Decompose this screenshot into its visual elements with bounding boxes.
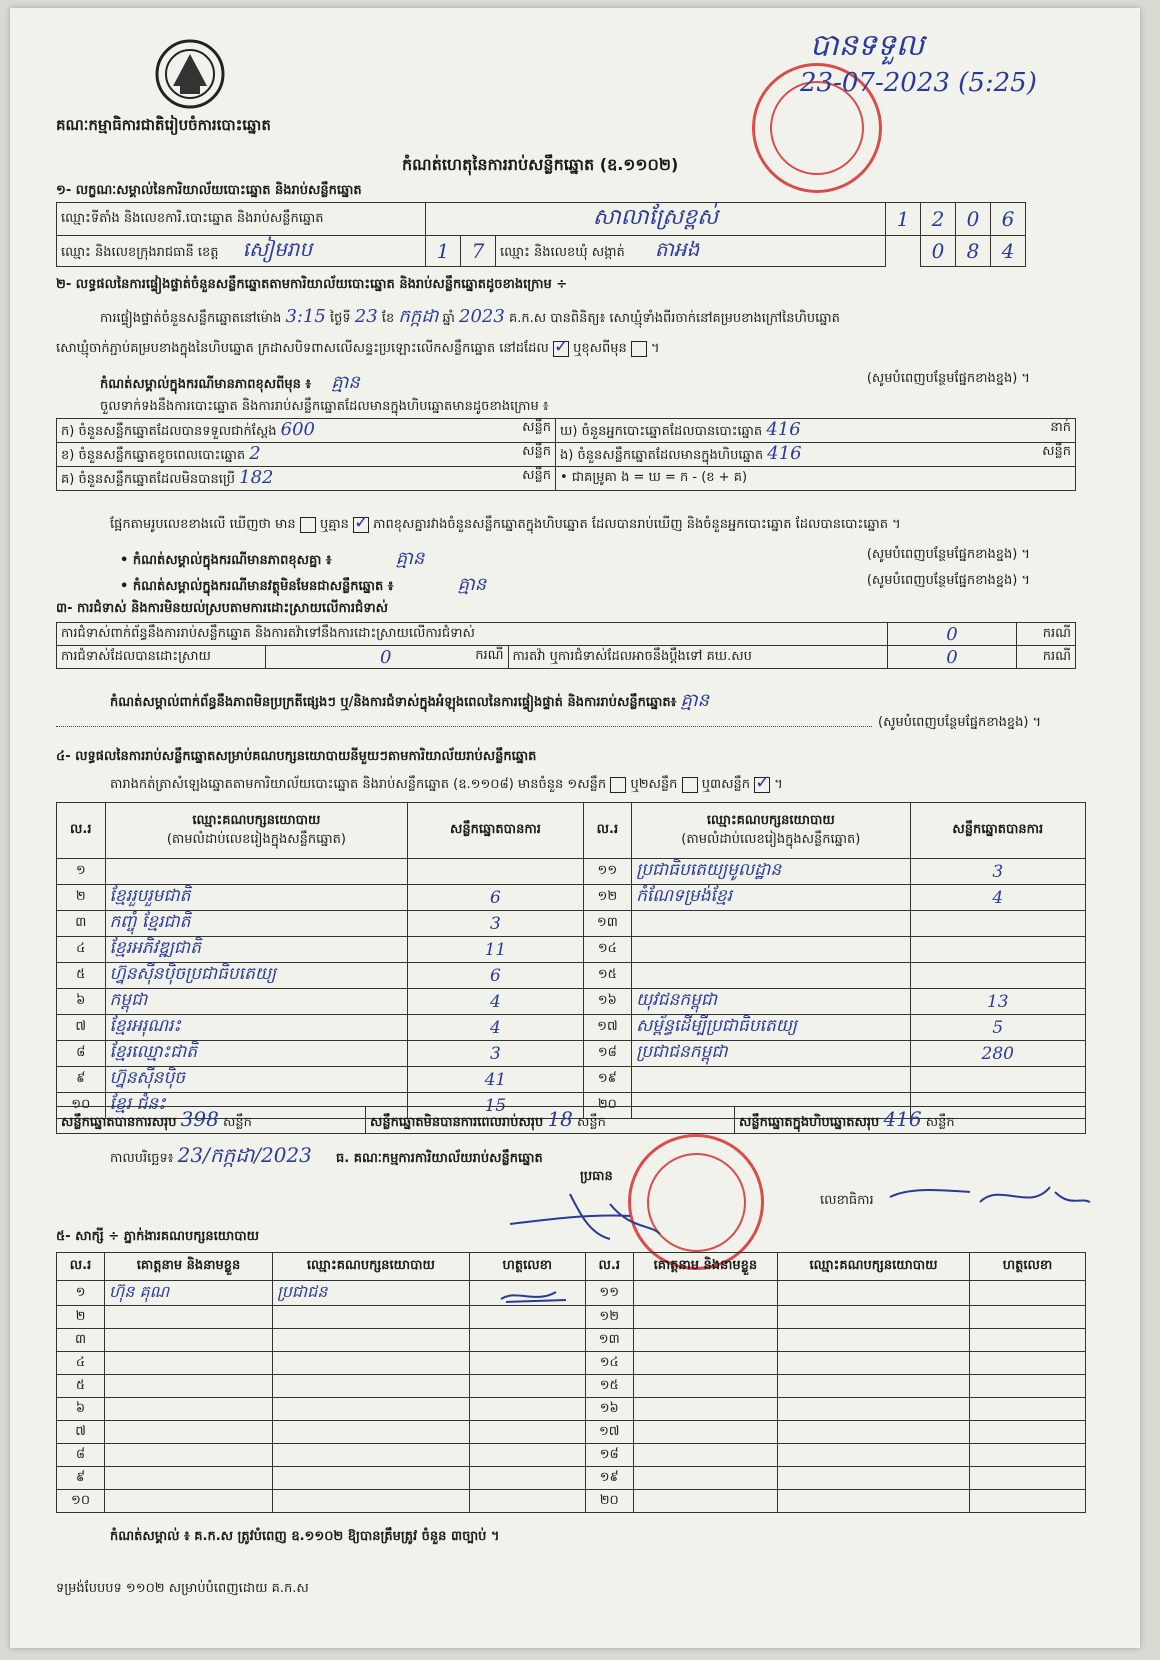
- witness-party: [777, 1398, 969, 1421]
- witness-signature-cell: [469, 1444, 585, 1467]
- row-number: ១៦: [585, 1398, 633, 1421]
- fill-hint: (សូមបំពេញបន្ថែមផ្នែកខាងខ្នង) ។: [878, 715, 1042, 730]
- witness-name: [105, 1490, 273, 1513]
- difference-note: [100, 370, 1030, 397]
- row-number: ១២: [585, 1306, 633, 1329]
- commune-digit: 4: [991, 236, 1026, 267]
- stamp-handwriting: បានទទួល: [810, 28, 925, 63]
- vote-count: 11: [408, 937, 583, 963]
- location-digit: 1: [886, 203, 921, 236]
- party-name: ប្រជាជនកម្ពុជា: [632, 1041, 910, 1067]
- no-difference-checkbox[interactable]: [353, 517, 369, 533]
- row-number: ២: [57, 1306, 105, 1329]
- verification-text: ការផ្ទៀងផ្ទាត់ចំនួនសន្លឹកឆ្នោតនៅម៉ោង: [100, 311, 282, 326]
- president-label: ប្រធាន: [580, 1169, 613, 1184]
- witness-signature-cell: [970, 1352, 1086, 1375]
- results-row: [57, 1041, 1086, 1067]
- changed-label: ឬខុសពីមុន: [573, 341, 627, 356]
- changed-checkbox[interactable]: [631, 341, 647, 357]
- row-number: ១: [57, 1281, 105, 1306]
- row-number: ១៤: [585, 1352, 633, 1375]
- location-digit: 6: [991, 203, 1026, 236]
- row-number: ២០: [585, 1490, 633, 1513]
- witness-signature-cell: [469, 1467, 585, 1490]
- row-number: ២០: [583, 1093, 632, 1119]
- party-name: កញ្ចុំ ខ្មែរជាតិ: [105, 911, 408, 937]
- witness-name: [105, 1398, 273, 1421]
- commune-label: ឈ្មោះ និងលេខឃុំ សង្កាត់: [500, 245, 625, 260]
- objection-count: 0: [888, 623, 1017, 646]
- signing-date: 23/កក្កដា/2023: [177, 1143, 312, 1167]
- form-title: កំណត់ហេតុនៃការរាប់សន្លឹកឆ្នោត (ឧ.១១០២): [402, 155, 679, 174]
- objections-table: ការជំទាស់ពាក់ព័ន្ធនឹងការរាប់សន្លឹកឆ្នោត និងការតវ៉ាទៅនឹងការដោះស្រាយលើការជំទាស់ 0 ករណី ការជំទាស់ដែលបានដោះស្រាយ 0 ករណី ការតវ៉ា ឬការជំទាស់ដែលអាចនឹងប្តឹងទៅ គឃ.សប 0 ករណី: [56, 622, 1076, 669]
- row-number: ៥: [57, 963, 106, 989]
- section5-title: ៥- សាក្សី ÷ ភ្នាក់ងារគណបក្សនយោបាយ: [56, 1229, 259, 1244]
- witness-name: ហ៊ុន គុណ: [105, 1281, 273, 1306]
- row-number: ៧: [57, 1015, 106, 1041]
- witness-row: [57, 1490, 1086, 1513]
- witness-name: [105, 1444, 273, 1467]
- party-name: ខ្មែរ ជំនះ: [105, 1093, 408, 1119]
- total-invalid: 18: [547, 1107, 573, 1131]
- witness-row: [57, 1398, 1086, 1421]
- witness-signature-cell: [469, 1490, 585, 1513]
- results-row: [57, 859, 1086, 885]
- bullet-difference-value: គ្មាន: [395, 548, 425, 569]
- witness-body: [57, 1281, 1086, 1513]
- witness-party: [272, 1306, 469, 1329]
- voters-count: 416: [766, 419, 801, 440]
- row-number: ៣: [57, 911, 106, 937]
- party-name: ប្រជាធិបតេយ្យមូលដ្ឋាន: [632, 859, 910, 885]
- document-page: [10, 8, 1140, 1648]
- time-value: 3:15: [285, 306, 326, 327]
- witness-name: [105, 1352, 273, 1375]
- vote-count: 280: [910, 1041, 1085, 1067]
- unused-ballots: 182: [239, 467, 274, 488]
- witness-signature-cell: [469, 1306, 585, 1329]
- province-value: សៀមរាប: [242, 237, 313, 261]
- results-row: [57, 911, 1086, 937]
- commune-cell: [496, 236, 886, 267]
- witness-party: [272, 1467, 469, 1490]
- emblem-logo: [153, 36, 227, 116]
- vote-count: 4: [408, 1015, 583, 1041]
- witness-row: [57, 1306, 1086, 1329]
- received-date: 23-07-2023 (5:25): [800, 68, 1037, 98]
- counts-row: ខ) ចំនួនសន្លឹកឆ្នោតខូចពេលបោះឆ្នោត 2 សន្លឹក ង) ចំនួនសន្លឹកឆ្នោតដែលមានក្នុងហិបឆ្នោត 416 សន្លឹក: [57, 443, 1076, 467]
- commune-value: តាអង: [654, 237, 700, 261]
- results-row: [57, 989, 1086, 1015]
- row-number: ៨: [57, 1041, 106, 1067]
- form-footer: ទម្រង់បែបបទ ១១០២ សម្រាប់បំពេញដោយ គ.ក.ស: [56, 1581, 309, 1596]
- location-name-label: ឈ្មោះទីតាំង និងលេខការិ.បោះឆ្នោត និងរាប់សន្លឹកឆ្នោត: [57, 203, 426, 236]
- row-number: ១០: [57, 1490, 105, 1513]
- witness-name: [633, 1490, 777, 1513]
- row-number: ១៦: [583, 989, 632, 1015]
- three-sheet-checkbox[interactable]: [754, 777, 770, 793]
- party-name: ខ្មែរអរុណរះ: [105, 1015, 408, 1041]
- witness-name: [105, 1329, 273, 1352]
- fill-hint: (សូមបំពេញបន្ថែមផ្នែកខាងខ្នង) ។: [866, 371, 1030, 386]
- party-name: ហ្វ៊ុនស៊ីនប៉ិច: [105, 1067, 408, 1093]
- row-number: ១៨: [585, 1444, 633, 1467]
- objection-label: ការជំទាស់ពាក់ព័ន្ធនឹងការរាប់សន្លឹកឆ្នោត និងការតវ៉ាទៅនឹងការដោះស្រាយលើការជំទាស់: [57, 623, 888, 646]
- party-name: សម្ព័ន្ធដើម្បីប្រជាធិបតេយ្យ: [632, 1015, 910, 1041]
- row-number: ៦: [57, 989, 106, 1015]
- witness-party: [272, 1352, 469, 1375]
- row-number: ១៩: [583, 1067, 632, 1093]
- row-number: ១៩: [585, 1467, 633, 1490]
- counts-row: គ) ចំនួនសន្លឹកឆ្នោតដែលមិនបានប្រើ 182 សន្លឹក • ជាគម្រូគា ង = ឃ = ក - (ខ + គ): [57, 467, 1076, 491]
- witness-signature-cell: [469, 1421, 585, 1444]
- unchanged-checkbox[interactable]: [553, 341, 569, 357]
- formula: • ជាគម្រូគា ង = ឃ = ក - (ខ + គ): [560, 470, 748, 485]
- row-number: ៩: [57, 1067, 106, 1093]
- vote-count: 13: [910, 989, 1085, 1015]
- witness-row: [57, 1352, 1086, 1375]
- witness-row: [57, 1421, 1086, 1444]
- location-table: [56, 202, 1026, 267]
- vote-count: 3: [910, 859, 1085, 885]
- row-number: ២: [57, 885, 106, 911]
- day-label: ថ្ងៃទី: [330, 311, 351, 326]
- results-row: [57, 937, 1086, 963]
- counts-table: [56, 418, 1076, 491]
- party-name: [105, 859, 408, 885]
- witness-name: [105, 1467, 273, 1490]
- section2-title: ២- លទ្ធផលនៃការផ្ទៀងផ្ទាត់ចំនួនសន្លឹកឆ្នោតតាមការិយាល័យបោះឆ្នោត និងរាប់សន្លឹកឆ្នោតដូចខាងក្រោម ÷: [56, 277, 568, 292]
- secretary-signature: [880, 1172, 1100, 1222]
- witness-party: [777, 1375, 969, 1398]
- witness-table: ល.រ គោត្តនាម និងនាមខ្លួន ឈ្មោះគណបក្សនយោបាយ ហត្ថលេខា ល.រ គោត្តនាម និងនាមខ្លួន ឈ្មោះគណបក្សនយោបាយ ហត្ថលេខា ១ ហ៊ុន គុណ ប្រជាជន ១១ ២ ១២ ៣ ១៣ ៤ ១៤ ៥ ១៥ ៦ ១៦ ៧ ១៧ ៨ ១៨ ៩ ១៩ ១០ ២០: [56, 1252, 1086, 1513]
- row-number: ១១: [585, 1281, 633, 1306]
- row-number: ១៧: [583, 1015, 632, 1041]
- row-number: ១៨: [583, 1041, 632, 1067]
- section1-title: ១- លក្ខណៈសម្គាល់នៃការិយាល័យបោះឆ្នោត និងរាប់សន្លឹកឆ្នោត: [56, 183, 362, 198]
- witness-signature-cell: [970, 1329, 1086, 1352]
- witness-signature-cell: [970, 1421, 1086, 1444]
- witness-signature-cell: [469, 1352, 585, 1375]
- witness-party: [272, 1490, 469, 1513]
- province-digit: 7: [461, 236, 496, 267]
- row-number: ១៧: [585, 1421, 633, 1444]
- section3-title: ៣- ការជំទាស់ និងការមិនយល់ស្របតាមការដោះស្រាយលើការជំទាស់: [56, 601, 388, 616]
- sheet-count-line: តារាងកត់ត្រាសំឡេងឆ្នោតតាមការិយាល័យបោះឆ្នោត និងរាប់សន្លឹកឆ្នោត (ឧ.១១០៨) មានចំនួន ១សន្លឹក ឬ២សន្លឹក ឬ៣សន្លឹក ✓ ។: [110, 776, 783, 795]
- witness-name: [633, 1329, 777, 1352]
- witness-row: [57, 1444, 1086, 1467]
- total-valid: 398: [180, 1107, 219, 1131]
- witness-party: [777, 1444, 969, 1467]
- president-signature: [510, 1184, 710, 1244]
- party-name: [632, 911, 910, 937]
- month-value: កក្កដា: [398, 306, 439, 327]
- vote-count: 3: [408, 1041, 583, 1067]
- compare-line: ផ្អែកតាមរូបលេខខាងលើ ឃើញថា មាន ឬគ្មាន ✓ ភាពខុសគ្នារវាងចំនួនសន្លឹកឆ្នោតក្នុងហិបឆ្នោត ដែលបានរាប់ឃើញ និងចំនួនអ្នកបោះឆ្នោត ដែលបានបោះឆ្នោត ។: [110, 516, 901, 535]
- witness-signature-cell: [469, 1375, 585, 1398]
- witness-party: [777, 1352, 969, 1375]
- results-row: [57, 885, 1086, 911]
- witness-name: [633, 1467, 777, 1490]
- difference-note-value: គ្មាន: [331, 372, 360, 393]
- appeal-count: 0: [888, 646, 1017, 669]
- witness-signature-cell: [970, 1375, 1086, 1398]
- row-number: ១៣: [583, 911, 632, 937]
- results-row: [57, 963, 1086, 989]
- party-name: យុវជនកម្ពុជា: [632, 989, 910, 1015]
- row-number: ១៥: [583, 963, 632, 989]
- vote-count: 6: [408, 963, 583, 989]
- witness-name: [633, 1398, 777, 1421]
- vote-count: [910, 1067, 1085, 1093]
- total-in-box: 416: [883, 1107, 922, 1131]
- appeal-label: ការតវ៉ា ឬការជំទាស់ដែលអាចនឹងប្តឹងទៅ គឃ.សប: [508, 646, 887, 669]
- vote-count: 6: [408, 885, 583, 911]
- witness-party: [777, 1490, 969, 1513]
- verification-line: [100, 304, 1030, 331]
- ballots-in-box: 416: [767, 443, 802, 464]
- secretary-label: លេខាធិការ: [820, 1193, 874, 1208]
- row-number: ១៣: [585, 1329, 633, 1352]
- location-digit: 2: [921, 203, 956, 236]
- witness-name: [633, 1352, 777, 1375]
- counts-row: ក) ចំនួនសន្លឹកឆ្នោតដែលបានទទួលជាក់ស្តែង 600 សន្លឹក ឃ) ចំនួនអ្នកបោះឆ្នោតដែលបានបោះឆ្នោត 416 នាក់: [57, 419, 1076, 443]
- party-name: ខ្មែរឈ្មោះជាតិ: [105, 1041, 408, 1067]
- footer-note: កំណត់សម្គាល់ ៖ គ.ក.ស ត្រូវបំពេញ ឧ.១១០២ ឱ្យបានត្រឹមត្រូវ ចំនួន ៣ច្បាប់ ។: [110, 1529, 500, 1544]
- province-row: [57, 236, 426, 267]
- commune-digit: 0: [921, 236, 956, 267]
- witness-name: [633, 1306, 777, 1329]
- row-number: ១១: [583, 859, 632, 885]
- witness-signature-cell: [970, 1306, 1086, 1329]
- row-number: ១៤: [583, 937, 632, 963]
- day-value: 23: [354, 306, 378, 327]
- results-row: [57, 1067, 1086, 1093]
- resolved-cell: 0 ករណី: [266, 646, 509, 669]
- location-digit: 0: [956, 203, 991, 236]
- bullet-foreign-value: គ្មាន: [457, 574, 487, 595]
- witness-name: [105, 1306, 273, 1329]
- vote-count: 3: [408, 911, 583, 937]
- witness-party: [272, 1329, 469, 1352]
- witness-name: [633, 1281, 777, 1306]
- witness-party: [777, 1421, 969, 1444]
- witness-row: [57, 1329, 1086, 1352]
- witness-signature-cell: [469, 1398, 585, 1421]
- seal-text: សោឃ្មុំចាក់ភ្ជាប់គម្របខាងក្នុងនៃហិបឆ្នោត ក្រដាសបិទពាសលើសន្ទះប្រឡោះលើកសន្លឹកឆ្នោត នៅដដែល: [56, 341, 549, 356]
- party-name: កម្ពុជា: [105, 989, 408, 1015]
- commune-digit: 8: [956, 236, 991, 267]
- bullet-difference: • កំណត់សម្គាល់ក្នុងករណីមានភាពខុសគ្នា ៖ គ្មាន (សូមបំពេញបន្ថែមផ្នែកខាងខ្នង) ។: [120, 547, 1030, 569]
- witness-name: [633, 1444, 777, 1467]
- witness-name: [633, 1421, 777, 1444]
- results-table: ល.រ ឈ្មោះគណបក្សនយោបាយ (តាមលំដាប់លេខរៀងក្នុងសន្លឹកឆ្នោត) សន្លឹកឆ្នោតបានការ ល.រ ឈ្មោះគណបក្សនយោបាយ (តាមលំដាប់លេខរៀងក្នុងសន្លឹកឆ្នោត) សន្លឹកឆ្នោតបានការ ១ ១១ ប្រជាធិបតេយ្យមូលដ្ឋាន 3 ២ ខ្មែររួបរួមជាតិ 6 ១២ កំណែទម្រង់ខ្មែរ 4 ៣ កញ្ចុំ ខ្មែរជាតិ 3 ១៣ ៤ ខ្មែរអភិវឌ្ឍជាតិ 11 ១៤ ៥ ហ្វ៊ុនស៊ីនប៉ិចប្រជាធិបតេយ្យ 6 ១៥ ៦ កម្ពុជា 4 ១៦ យុវជនកម្ពុជា 13 ៧ ខ្មែរអរុណរះ 4 ១៧ សម្ព័ន្ធដើម្បីប្រជាធិបតេយ្យ 5 ៨ ខ្មែរឈ្មោះជាតិ 3 ១៨ ប្រជាជនកម្ពុជា 280 ៩ ហ្វ៊ុនស៊ីនប៉ិច 41 ១៩ ១០ ខ្មែរ ជំនះ 15 ២០: [56, 802, 1086, 1119]
- witness-party: [272, 1421, 469, 1444]
- witness-party: [777, 1306, 969, 1329]
- row-number: ៩: [57, 1467, 105, 1490]
- witness-signature-cell: [469, 1329, 585, 1352]
- party-name: ហ្វ៊ុនស៊ីនប៉ិចប្រជាធិបតេយ្យ: [105, 963, 408, 989]
- row-number: ១៥: [585, 1375, 633, 1398]
- province-digit: 1: [426, 236, 461, 267]
- row-number: ១២: [583, 885, 632, 911]
- seal-line: សោឃ្មុំចាក់ភ្ជាប់គម្របខាងក្នុងនៃហិបឆ្នោត ក្រដាសបិទពាសលើសន្ទះប្រឡោះលើកសន្លឹកឆ្នោត នៅដដែល ✓ ឬខុសពីមុន ។: [56, 340, 660, 359]
- row-number: ៨: [57, 1444, 105, 1467]
- vote-count: 4: [408, 989, 583, 1015]
- row-number: ៥: [57, 1375, 105, 1398]
- year-label: ឆ្នាំ: [442, 311, 455, 326]
- irregularity-value: គ្មាន: [680, 690, 710, 711]
- bullet-foreign-object: • កំណត់សម្គាល់ក្នុងករណីមានវត្ថុមិនមែនជាសន្លឹកឆ្នោត ៖ គ្មាន (សូមបំពេញបន្ថែមផ្នែកខាងខ្នង) ។: [120, 573, 1030, 595]
- party-name: [632, 963, 910, 989]
- witness-party: [272, 1398, 469, 1421]
- date-line: កាលបរិច្ឆេទ៖ 23/កក្កដា/2023 ធ. គណៈកម្មការការិយាល័យរាប់សន្លឹកឆ្នោត: [110, 1143, 543, 1167]
- party-name: កំណែទម្រង់ខ្មែរ: [632, 885, 910, 911]
- irregularity-note: កំណត់សម្គាល់ពាក់ព័ន្ធនឹងភាពមិនប្រក្រតីផ្សេងៗ ឬ/និងការជំទាស់ក្នុងអំឡុងពេលនៃការផ្ទៀងផ្ទាត់ និងការរាប់សន្លឹកឆ្នោត៖ គ្មាន: [110, 690, 710, 711]
- witness-party: [272, 1375, 469, 1398]
- witness-party: [777, 1329, 969, 1352]
- location-name-value: សាលាស្រែខ្ពស់: [426, 203, 886, 236]
- row-number: ១០: [57, 1093, 106, 1119]
- witness-party: [272, 1444, 469, 1467]
- vote-count: [910, 963, 1085, 989]
- party-name: [632, 1067, 910, 1093]
- totals-table: សន្លឹកឆ្នោតបានការសរុប 398 សន្លឹក សន្លឹកឆ្នោតមិនបានការពេលរាប់សរុប 18 សន្លឹក សន្លឹកឆ្នោតក្នុងហិបឆ្នោតសរុប 416 សន្លឹក: [56, 1106, 1086, 1134]
- province-label: ឈ្មោះ និងលេខក្រុងរាជធានី ខេត្ត: [61, 245, 219, 260]
- witness-signature-cell: [970, 1444, 1086, 1467]
- org-name: គណៈកម្មាធិការជាតិរៀបចំការបោះឆ្នោត: [56, 116, 271, 134]
- month-label: ខែ: [381, 311, 395, 326]
- vote-count: 41: [408, 1067, 583, 1093]
- two-sheet-checkbox[interactable]: [682, 777, 698, 793]
- witness-row: [57, 1375, 1086, 1398]
- witness-party: ប្រជាជន: [272, 1281, 469, 1306]
- results-body: [57, 859, 1086, 1119]
- row-number: ៦: [57, 1398, 105, 1421]
- witness-signature-cell: [970, 1398, 1086, 1421]
- spoiled-ballots: 2: [249, 443, 261, 464]
- vote-count: 4: [910, 885, 1085, 911]
- resolved-label: ការជំទាស់ដែលបានដោះស្រាយ: [57, 646, 266, 669]
- section4-title: ៤- លទ្ធផលនៃការរាប់សន្លឹកឆ្នោតសម្រាប់គណបក្សនយោបាយនីមួយៗតាមការិយាល័យរាប់សន្លឹកឆ្នោត: [56, 749, 537, 764]
- witness-row: [57, 1467, 1086, 1490]
- witness-name: [633, 1375, 777, 1398]
- row-number: ៤: [57, 937, 106, 963]
- witness-party: [777, 1467, 969, 1490]
- difference-note-label: កំណត់សម្គាល់ក្នុងករណីមានភាពខុសពីមុន ៖: [100, 377, 312, 392]
- vote-count: [910, 937, 1085, 963]
- party-name: ខ្មែររួបរួមជាតិ: [105, 885, 408, 911]
- witness-signature-cell: [970, 1467, 1086, 1490]
- year-value: 2023: [459, 306, 505, 327]
- vote-count: [910, 911, 1085, 937]
- verification-text-end: គ.ក.ស បានពិនិត្យ៖ សោឃ្មុំទាំងពីរចាក់នៅគម្របខាងក្រៅនៃហិបឆ្នោត: [508, 311, 840, 326]
- has-difference-checkbox[interactable]: [300, 517, 316, 533]
- received-ballots: 600: [280, 419, 316, 440]
- vote-count: [408, 859, 583, 885]
- resolved-count: 0: [380, 646, 392, 668]
- witness-signature: [496, 1284, 576, 1308]
- row-number: ៧: [57, 1421, 105, 1444]
- vote-count: 15: [408, 1093, 583, 1119]
- witness-signature-cell: [970, 1281, 1086, 1306]
- party-name: [632, 937, 910, 963]
- row-number: ៣: [57, 1329, 105, 1352]
- witness-name: [105, 1421, 273, 1444]
- results-row: [57, 1015, 1086, 1041]
- witness-party: [777, 1281, 969, 1306]
- witness-name: [105, 1375, 273, 1398]
- row-number: ៤: [57, 1352, 105, 1375]
- party-name: ខ្មែរអភិវឌ្ឍជាតិ: [105, 937, 408, 963]
- one-sheet-checkbox[interactable]: [610, 777, 626, 793]
- row-number: ១: [57, 859, 106, 885]
- counts-intro: ចួលទាក់ទងនឹងការបោះឆ្នោត និងការរាប់សន្លឹកឆ្នោតដែលមានក្នុងហិបឆ្នោតមានដូចខាងក្រោម ៖: [100, 399, 549, 414]
- witness-signature-cell: [970, 1490, 1086, 1513]
- vote-count: 5: [910, 1015, 1085, 1041]
